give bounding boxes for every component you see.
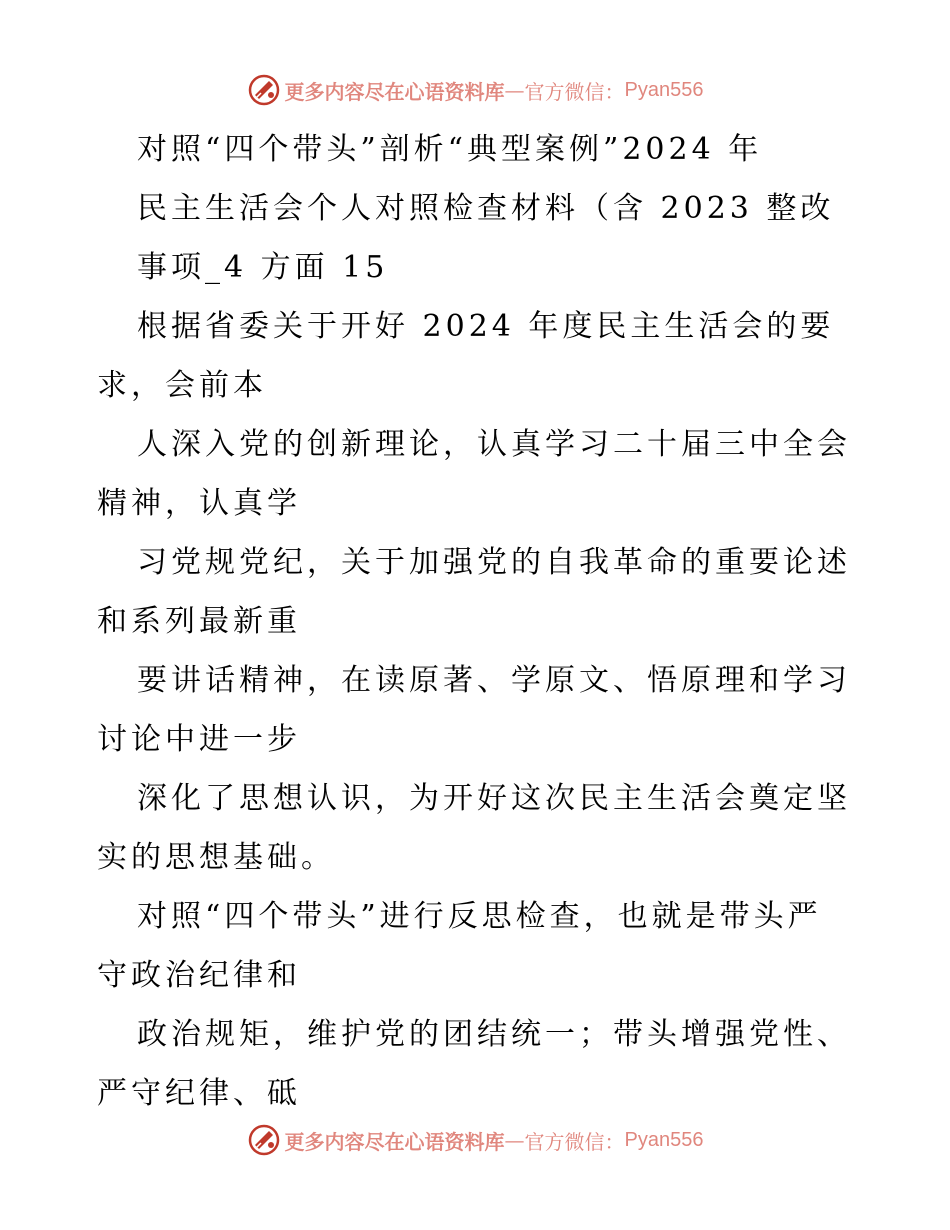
- paragraph-line: 严守纪律、砥: [97, 1076, 301, 1111]
- paragraph-line: 实的思想基础。: [97, 840, 335, 875]
- banner-dash: —: [504, 78, 525, 102]
- paragraph-line: 和系列最新重: [97, 604, 301, 639]
- paragraph: [97, 887, 857, 1005]
- paragraph-line: 习党规党纪，关于加强党的自我革命的重要论述: [137, 545, 851, 580]
- wechat-id: Pyan556: [624, 1128, 704, 1151]
- title-line: 事项_4 方面 15: [137, 250, 389, 285]
- paragraph-line: 深化了思想认识，为开好这次民主生活会奠定坚: [137, 781, 851, 816]
- paragraph: [97, 415, 857, 533]
- wechat-label: 官方微信：: [524, 1129, 625, 1154]
- paragraph-line: 守政治纪律和: [97, 958, 301, 993]
- paragraph-line: 讨论中进一步: [97, 722, 301, 757]
- title-line: 民主生活会个人对照检查材料（含 2023 整改: [137, 191, 835, 226]
- paragraph: [97, 651, 857, 769]
- paragraph-line: 精神，认真学: [97, 486, 301, 521]
- banner-dash: —: [504, 1128, 525, 1152]
- paragraph: [97, 1005, 857, 1123]
- paragraph: [97, 297, 857, 415]
- title-line: 对照“四个带头”剖析“典型案例”2024 年: [137, 132, 763, 167]
- document-body: [97, 120, 857, 1123]
- paragraph: [97, 769, 857, 887]
- brand-name: 更多内容尽在心语资料库: [284, 1129, 505, 1154]
- paragraph-line: 要讲话精神，在读原著、学原文、悟原理和学习: [137, 663, 851, 698]
- wechat-id: Pyan556: [624, 78, 704, 101]
- brand-logo-icon: [247, 1123, 281, 1157]
- paragraph-line: 对照“四个带头”进行反思检查，也就是带头严: [137, 899, 822, 934]
- paragraph-line: 人深入党的创新理论，认真学习二十届三中全会: [137, 427, 851, 462]
- document-title: [97, 120, 857, 297]
- paragraph: [97, 533, 857, 651]
- footer-watermark: [0, 1120, 950, 1160]
- paragraph-line: 求，会前本: [97, 368, 267, 403]
- paragraph-line: 根据省委关于开好 2024 年度民主生活会的要: [137, 309, 835, 344]
- brand-name: 更多内容尽在心语资料库: [284, 79, 505, 104]
- brand-logo-icon: [247, 73, 281, 107]
- wechat-label: 官方微信：: [524, 79, 625, 104]
- header-watermark: [0, 70, 950, 110]
- paragraph-line: 政治规矩，维护党的团结统一；带头增强党性、: [137, 1017, 851, 1052]
